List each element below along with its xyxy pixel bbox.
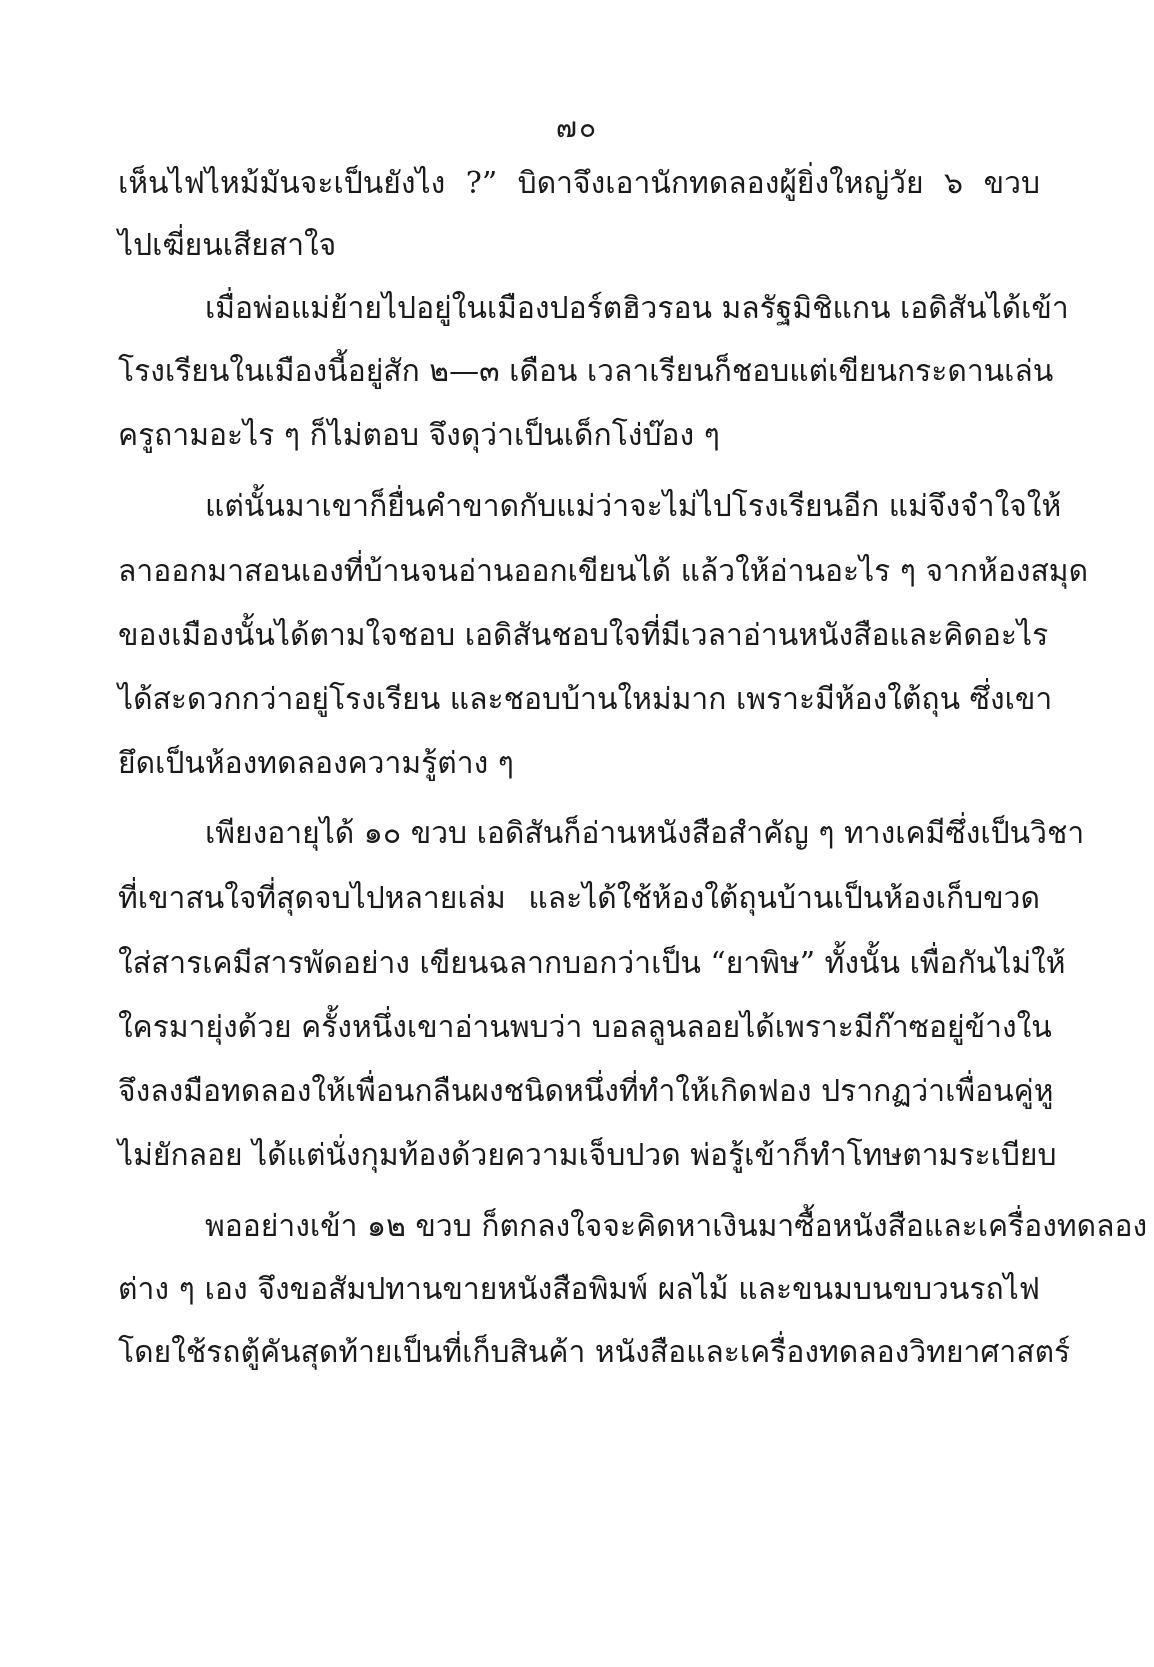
text-line: ไม่ยักลอย ได้แต่นั่งกุมท้องด้วยความเจ็บปวด พ่อรู้เข้าก็ทำโทษตามระเบียบ — [118, 1138, 1057, 1173]
paragraph-first-line: เมื่อพ่อแม่ย้ายไปอยู่ในเมืองปอร์ตฮิวรอน มลรัฐมิชิแกน เอดิสันได้เข้า — [205, 291, 1069, 326]
text-line: ใครมายุ่งด้วย ครั้งหนึ่งเขาอ่านพบว่า บอลลูนลอยได้เพราะมีก๊าซอยู่ข้างใน — [118, 1010, 1052, 1045]
text-line: ที่เขาสนใจที่สุดจบไปหลายเล่ม และได้ใช้ห้องใต้ถุนบ้านเป็นห้องเก็บขวด — [118, 881, 1040, 916]
text-line: ลาออกมาสอนเองที่บ้านจนอ่านออกเขียนได้ แล้วให้อ่านอะไร ๆ จากห้องสมุด — [118, 554, 1089, 589]
text-line: จึงลงมือทดลองให้เพื่อนกลืนผงชนิดหนึ่งที่ทำให้เกิดฟอง ปรากฏว่าเพื่อนคู่หู — [118, 1074, 1054, 1109]
text-line: เห็นไฟไหม้มันจะเป็นยังไง ?” บิดาจึงเอานักทดลองผู้ยิ่งใหญ่วัย ๖ ขวบ — [118, 166, 1040, 201]
paragraph-first-line: แต่นั้นมาเขาก็ยื่นคำขาดกับแม่ว่าจะไม่ไปโรงเรียนอีก แม่จึงจำใจให้ — [205, 489, 1062, 524]
text-line: ได้สะดวกกว่าอยู่โรงเรียน และชอบบ้านใหม่มาก เพราะมีห้องใต้ถุน ซึ่งเขา — [118, 682, 1053, 717]
text-line: โดยใช้รถตู้คันสุดท้ายเป็นที่เก็บสินค้า หนังสือและเครื่องทดลองวิทยาศาสตร์ — [118, 1335, 1071, 1370]
text-line: ครูถามอะไร ๆ ก็ไม่ตอบ จึงดุว่าเป็นเด็กโง่บ๊อง ๆ — [118, 418, 720, 453]
text-line: ของเมืองนั้นได้ตามใจชอบ เอดิสันชอบใจที่มีเวลาอ่านหนังสือและคิดอะไร — [118, 618, 1049, 653]
paragraph-first-line: เพียงอายุได้ ๑๐ ขวบ เอดิสันก็อ่านหนังสือสำคัญ ๆ ทางเคมีซึ่งเป็นวิชา — [205, 816, 1085, 851]
text-line: ไปเฆี่ยนเสียสาใจ — [118, 228, 337, 263]
text-line: โรงเรียนในเมืองนี้อยู่สัก ๒—๓ เดือน เวลาเรียนก็ชอบแต่เขียนกระดานเล่น — [118, 354, 1054, 389]
text-line: ใส่สารเคมีสารพัดอย่าง เขียนฉลากบอกว่าเป็น “ยาพิษ” ทั้งนั้น เพื่อกันไม่ให้ — [118, 946, 1066, 981]
text-line: ยึดเป็นห้องทดลองความรู้ต่าง ๆ — [118, 746, 514, 781]
paragraph-first-line: พออย่างเข้า ๑๒ ขวบ ก็ตกลงใจจะคิดหาเงินมาซื้อหนังสือและเครื่องทดลอง — [205, 1209, 1148, 1244]
page-number: ๗๐ — [555, 111, 599, 144]
text-line: ต่าง ๆ เอง จึงขอสัมปทานขายหนังสือพิมพ์ ผลไม้ และขนมบนขบวนรถไฟ — [118, 1272, 1040, 1307]
